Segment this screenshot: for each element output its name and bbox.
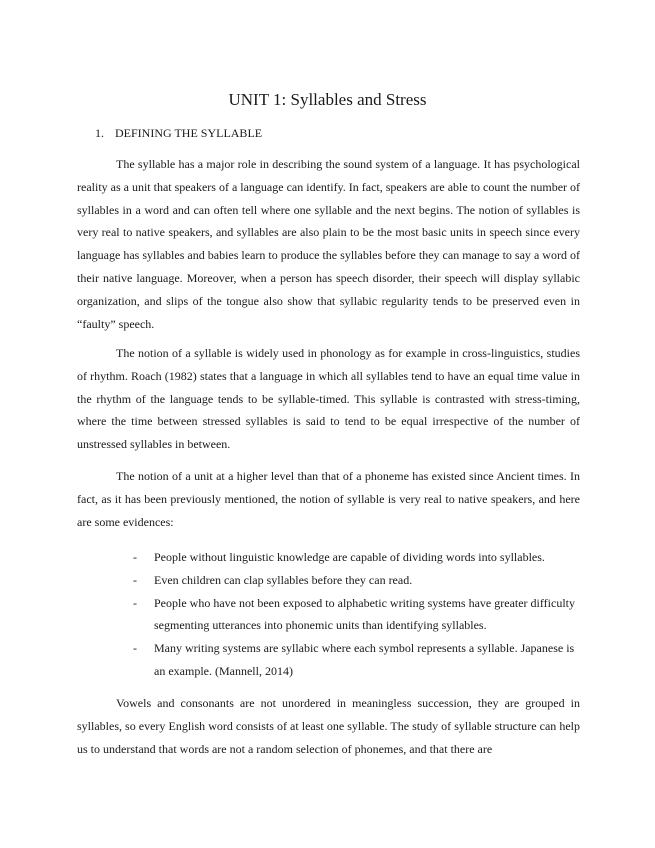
list-item	[133, 569, 580, 592]
list-item	[133, 546, 580, 569]
list-item-text: People who have not been exposed to alphabetic writing systems have greater difficulty segmenting utterances into phonemic units than identifying syllables.	[154, 595, 575, 633]
section-heading-text: DEFINING THE SYLLABLE	[115, 126, 263, 140]
section-number: 1.	[95, 126, 104, 140]
paragraph-syllable-unit: The notion of a unit at a higher level than that of a phoneme has existed since Ancient times. In fact, as it has been previously mentioned, the notion of syllable is very real to native speakers, and here are some evidences:	[77, 469, 580, 529]
list-item-text: People without linguistic knowledge are capable of dividing words into syllables.	[154, 550, 545, 564]
evidence-list	[133, 546, 580, 683]
list-item-text: Even children can clap syllables before they can read.	[154, 572, 413, 587]
bullet-dash: -	[133, 595, 137, 610]
paragraph-syllable-role: The syllable has a major role in describing the sound system of a language. It has psychological reality as a unit that speakers of a language can identify. In fact, speakers are able to count the number of syllables in a word and can often tell where one syllable and the next begins. The notion of syllables is very real to native speakers, and syllables are also plain to be the most basic units in speech since every language has syllables and babies learn to produce the syllables before they can manage to say a word of their native language. Moreover, when a person has speech disorder, their speech will display syllabic organization, and slips of the tongue also show that syllabic regularity tends to be preserved even in “faulty” speech.	[77, 157, 581, 331]
list-item	[133, 637, 580, 683]
paragraph-syllable-phonology: The notion of a syllable is widely used in phonology as for example in cross-linguistics, studies of rhythm. Roach (1982) states that a language in which all syllables tend to have an equal time value in the rhythm of the language tends to be syllable-timed. This syllable is contrasted with stress-timing, where the time between stressed syllables is said to tend to be equal irrespective of the number of unstressed syllables in between.	[77, 346, 580, 452]
list-item	[133, 592, 580, 638]
list-item-text: Many writing systems are syllabic where each symbol represents a syllable. Japanese is an example. (Mannell, 2014)	[154, 641, 575, 678]
paragraph-syllable-structure: Vowels and consonants are not unordered in meaningless succession, they are grouped in syllables, so every English word consists of at least one syllable. The study of syllable structure can help us to understand that words are not a random selection of phonemes, and that there are	[77, 696, 580, 756]
bullet-dash: -	[133, 641, 137, 656]
bullet-dash: -	[133, 572, 137, 587]
bullet-dash: -	[133, 550, 137, 564]
page-title: UNIT 1: Syllables and Stress	[228, 90, 427, 109]
